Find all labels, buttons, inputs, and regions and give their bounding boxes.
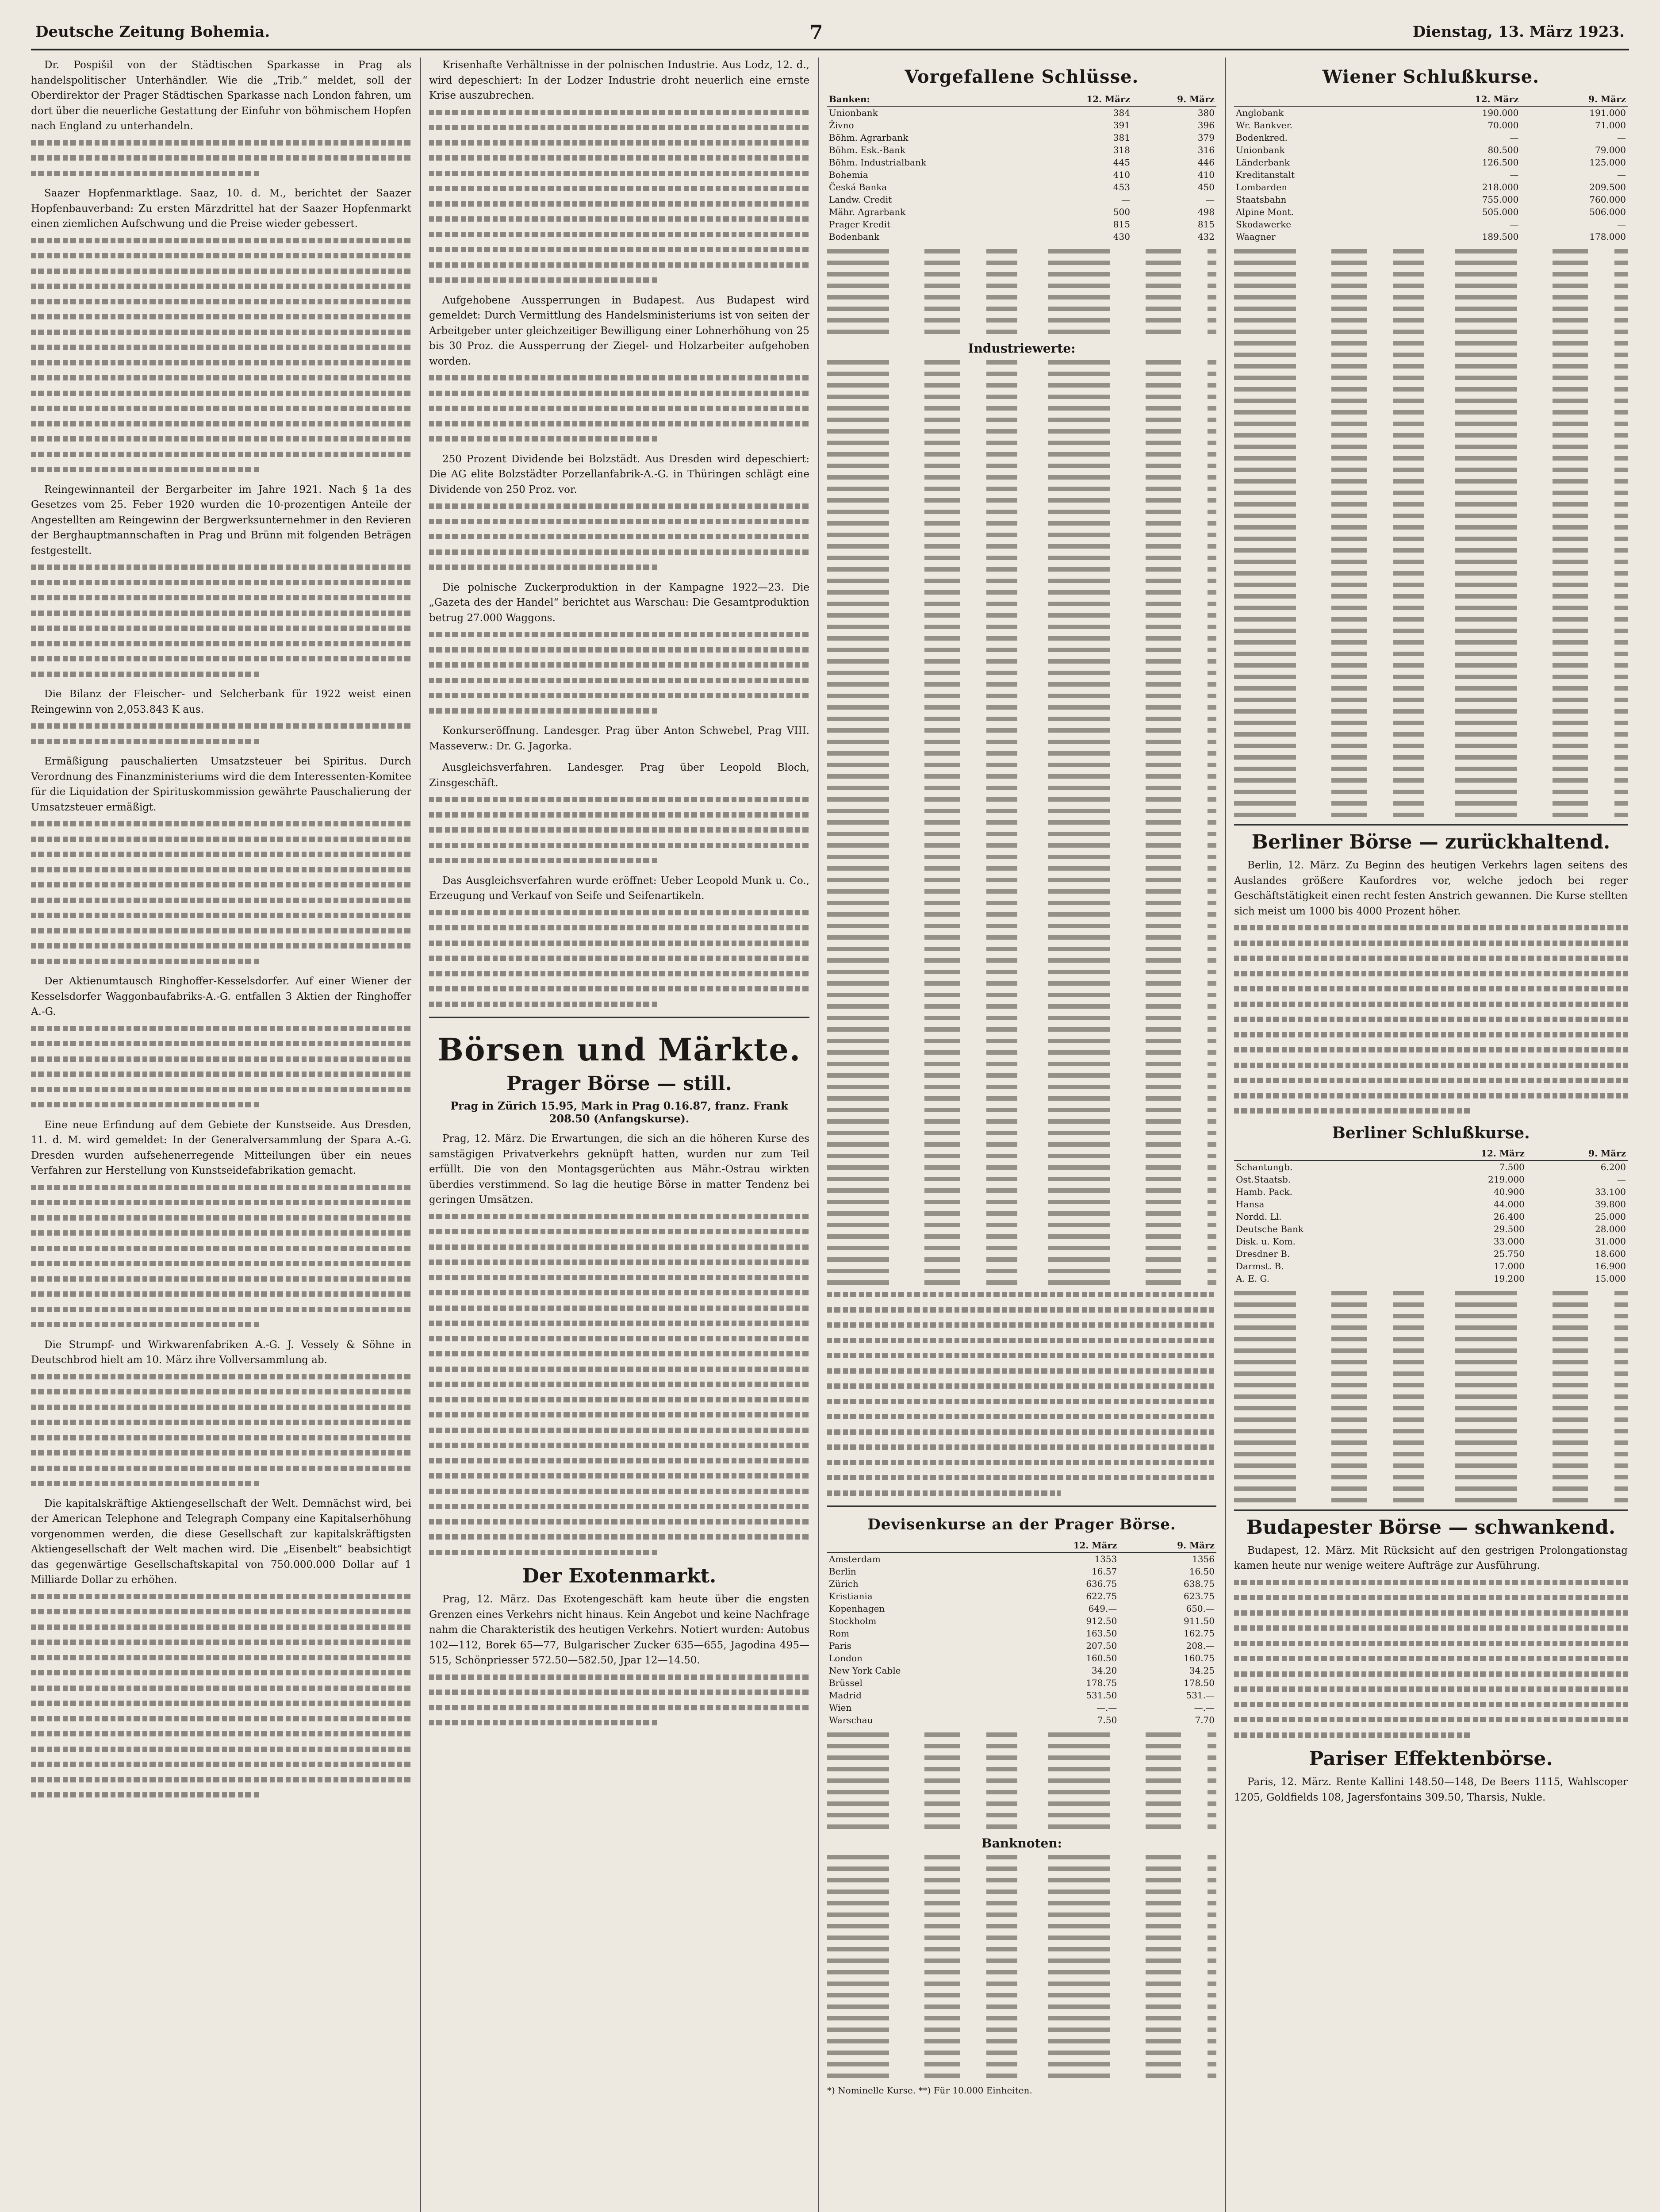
quote-row [1234, 1186, 1628, 1198]
text-block [429, 503, 809, 570]
currency-rates-table [827, 1539, 1216, 1726]
quote-row [1234, 206, 1628, 218]
quote-value: 16.50 [1189, 1566, 1215, 1577]
column-1 [31, 58, 411, 2212]
quote-value: 498 [1197, 207, 1215, 217]
prague-exchange-title: Prager Börse — still. [506, 1072, 732, 1095]
banks-quote-table [827, 92, 1216, 243]
text-block [31, 1594, 411, 1798]
paris-exchange-title: Pariser Effektenbörse. [1309, 1747, 1553, 1770]
quote-value: 755.000 [1482, 194, 1519, 205]
text-block [429, 1674, 809, 1726]
quote-row [1234, 169, 1628, 181]
quote-name: Živno [829, 120, 854, 131]
quote-name: Kreditanstalt [1236, 169, 1295, 180]
article-paragraph: Ermäßigung pauschalierten Umsatzsteuer bei Spiritus. Durch Verordnung des Finanzministeriums wird die dem Interessenten-Komitee für die Liquidation der Spirituskommission gewährte Pauschalierung der Umsatzsteuer ermäßigt. [31, 756, 411, 813]
section-divider [1234, 1509, 1628, 1511]
column-header [1234, 1147, 1410, 1160]
quote-name: Nordd. Ll. [1236, 1211, 1282, 1222]
quote-row [1234, 1198, 1628, 1210]
quote-name: Schantungb. [1236, 1161, 1293, 1172]
quote-name: Wien [829, 1702, 852, 1713]
quote-row [827, 218, 1216, 230]
column-2 [429, 58, 809, 2212]
article-paragraph: Prag, 12. März. Die Erwartungen, die sich an die höheren Kurse des samstägigen Privatverkehrs geknüpft hatten, wurden nur zum Teil erfüllt. Die von den Montagsgerüchten aus Mähr.-Ostrau wirkten überdies verstimmend. So lag die heutige Börse in matter Tendenz bei geringen Umsätzen. [429, 1133, 809, 1206]
berlin-exchange-title: Berliner Börse — zurückhaltend. [1251, 831, 1610, 853]
column-header: 12. März [1035, 92, 1132, 106]
text-block [1234, 925, 1628, 1114]
quote-value: 318 [1113, 145, 1130, 155]
quote-value: 1353 [1094, 1554, 1117, 1564]
quote-row [827, 1689, 1216, 1701]
quote-value: 191.000 [1589, 108, 1626, 118]
section-divider [429, 1017, 809, 1018]
quote-row [827, 1701, 1216, 1714]
article-paragraph: Die Strumpf- und Wirkwarenfabriken A.-G. J. Vessely & Söhne in Deutschbrod hielt am 10. März ihre Vollversammlung ab. [31, 1339, 411, 1366]
quote-value: 125.000 [1589, 157, 1626, 168]
quote-row [827, 156, 1216, 169]
quote-row [827, 1565, 1216, 1578]
article-paragraph: Krisenhafte Verhältnisse in der polnischen Industrie. Aus Lodz, 12. d., wird depeschiert: In der Lodzer Industrie droht neuerlich eine ernste Krise auszubrechen. [429, 59, 809, 101]
quote-row [1234, 144, 1628, 156]
article-paragraph: 250 Prozent Dividende bei Bolzstädt. Aus Dresden wird depeschiert: Die AG elite Bolzstädter Porzellanfabrik-A.-G. in Thüringen schlägt eine Dividende von 250 Proz. vor. [429, 453, 809, 495]
berlin-close-title: Berliner Schlußkurse. [1332, 1123, 1530, 1142]
quote-rows [827, 1855, 1216, 2078]
quote-row [827, 181, 1216, 193]
quote-row [1234, 181, 1628, 193]
text-block [1234, 1580, 1628, 1738]
paper-name: Deutsche Zeitung Bohemia. [35, 23, 270, 41]
quote-name: Stockholm [829, 1616, 877, 1626]
article-paragraph: Ausgleichsverfahren. Landesger. Prag über Leopold Bloch, Zinsgeschäft. [429, 762, 809, 789]
quote-value: 531.50 [1086, 1690, 1117, 1701]
quote-value: 40.900 [1493, 1186, 1525, 1197]
quote-value: — [1617, 1174, 1626, 1185]
quote-value: 396 [1197, 120, 1215, 131]
quote-value: 650.— [1186, 1603, 1215, 1614]
quote-name: Česká Banka [829, 182, 887, 192]
article-paragraph: Die kapitalskräftige Aktiengesellschaft der Welt. Demnächst wird, bei der American Telephone and Telegraph Company eine Kapitalserhöhung vorgenommen werden, die diese Gesellschaft zur kapitalskräftigsten Aktiengesellschaft der Welt machen wird. Die „Eisenbelt“ beabsichtigt das gegenwärtige Gesellschaftskapital von 750.000.000 Dollar auf 1 Milliarde Dollar zu erhöhen. [31, 1498, 411, 1586]
quote-name: Deutsche Bank [1236, 1223, 1303, 1234]
text-block [429, 797, 809, 863]
column-header: Banken: [827, 92, 1035, 106]
article-paragraph: Der Aktienumtausch Ringhoffer-Kesselsdorfer. Auf einer Wiener der Kesselsdorfer Waggonbaufabriks-A.-G. entfallen 3 Aktien der Ringhoffer A.-G. [31, 975, 411, 1018]
quote-value: — [1121, 194, 1130, 205]
quote-name: Kristiania [829, 1591, 873, 1601]
quote-row [1234, 156, 1628, 169]
quote-name: Skodawerke [1236, 219, 1292, 230]
quote-value: 623.75 [1184, 1591, 1215, 1601]
quote-name: Warschau [829, 1715, 873, 1725]
quote-row [827, 106, 1216, 119]
text-block [31, 565, 411, 677]
column-header [827, 1539, 1007, 1552]
text-block [429, 632, 809, 714]
quote-value: 39.800 [1595, 1198, 1626, 1210]
quote-row [827, 1652, 1216, 1664]
quote-name: Hamb. Pack. [1236, 1186, 1293, 1197]
quote-row [827, 193, 1216, 206]
quote-value: — [1617, 132, 1626, 143]
quote-name: Wr. Bankver. [1236, 120, 1293, 131]
issue-date: Dienstag, 13. März 1923. [1412, 23, 1625, 41]
quote-value: 19.200 [1493, 1273, 1525, 1284]
quote-row [827, 169, 1216, 181]
quote-value: 178.75 [1086, 1678, 1117, 1688]
quote-value: 178.50 [1184, 1678, 1215, 1688]
quote-rows [1234, 249, 1628, 817]
article-paragraph: Konkurseröffnung. Landesger. Prag über Anton Schwebel, Prag VIII. Masseverw.: Dr. G. Jagorka. [429, 725, 809, 752]
quote-rows [827, 249, 1216, 334]
quote-row [1234, 1173, 1628, 1186]
quote-value: 450 [1197, 182, 1215, 192]
quote-rows [1234, 1291, 1628, 1502]
quote-value: 25.000 [1595, 1211, 1626, 1222]
quote-row [827, 119, 1216, 131]
quote-value: 531.— [1186, 1690, 1215, 1701]
article-paragraph: Das Ausgleichsverfahren wurde eröffnet: Ueber Leopold Munk u. Co., Erzeugung und Verkauf von Seife und Seifenartikeln. [429, 875, 809, 902]
quote-value: 446 [1197, 157, 1215, 168]
quote-row [827, 1664, 1216, 1677]
exoten-market-title: Der Exotenmarkt. [522, 1565, 717, 1587]
quote-name: New York Cable [829, 1665, 901, 1676]
quote-value: 190.000 [1482, 108, 1519, 118]
article-paragraph: Aufgehobene Aussperrungen in Budapest. Aus Budapest wird gemeldet: Durch Vermittlung des Handelsministeriums ist von seiten der Arbeitgeber unter gleichzeitiger Bewilligung einer Lohnerhöhung von 25 bis 30 Proz. die Aussperrung der Ziegel- und Holzarbeiter aufgehoben worden. [429, 294, 809, 367]
quote-name: Bodenkred. [1236, 132, 1288, 143]
quote-name: A. E. G. [1236, 1273, 1270, 1284]
quote-row [1234, 1160, 1628, 1173]
quote-row [1234, 1235, 1628, 1248]
article-paragraph: Eine neue Erfindung auf dem Gebiete der Kunstseide. Aus Dresden, 11. d. M. wird gemeldet: In der Generalversammlung der Spara A.-G. Dresden wurden aufsehenerregende Mitteilungen über ein neues Verfahren zur Herstellung von Kunstseidefabrikation gemacht. [31, 1119, 411, 1176]
quote-value: 7.70 [1195, 1715, 1215, 1725]
quote-value: — [1206, 194, 1215, 205]
column-3 [827, 58, 1216, 2212]
quote-row [827, 1552, 1216, 1565]
quote-value: 163.50 [1086, 1628, 1117, 1639]
quote-value: 16.900 [1595, 1260, 1626, 1271]
quote-value: 7.500 [1499, 1161, 1525, 1172]
vienna-quote-table [1234, 92, 1628, 243]
page-header [31, 18, 1629, 50]
quote-value: 316 [1197, 145, 1215, 155]
quote-value: 15.000 [1595, 1273, 1626, 1284]
article-paragraph: Paris, 12. März. Rente Kallini 148.50—148, De Beers 1115, Wahlscoper 1205, Goldfields 108, Jagersfontains 309.50, Tharsis, Nukle. [1234, 1776, 1628, 1803]
column-header: 12. März [1410, 1147, 1526, 1160]
quote-row [1234, 218, 1628, 230]
quote-row [827, 144, 1216, 156]
quote-value: 33.000 [1493, 1236, 1525, 1247]
quote-value: 28.000 [1595, 1223, 1626, 1234]
quote-value: 17.000 [1493, 1260, 1525, 1271]
quote-name: Prager Kredit [829, 219, 891, 230]
quote-row [827, 1627, 1216, 1640]
quote-value: 391 [1113, 120, 1130, 131]
quote-name: Anglobank [1236, 108, 1284, 118]
quote-value: 71.000 [1595, 120, 1626, 131]
quote-value: 432 [1197, 231, 1215, 242]
quote-value: 26.400 [1493, 1211, 1525, 1222]
quote-name: Landw. Credit [829, 194, 892, 205]
vienna-close-title: Wiener Schlußkurse. [1322, 66, 1540, 87]
article-paragraph: Prag, 12. März. Das Exotengeschäft kam heute über die engsten Grenzen eines Verkehrs nicht hinaus. Kein Angebot und keine Nachfrage nahm die Charakteristik des heutigen Verkehrs. Notiert wurden: Autobus 102—112, Borek 65—77, Bulgarischer Zucker 635—655, Jagodina 495—515, Schönpriesser 572.50—582.50, Jpar 12—14.50. [429, 1594, 809, 1666]
quote-row [827, 230, 1216, 243]
quote-row [827, 1590, 1216, 1602]
quote-value: 381 [1113, 132, 1130, 143]
article-paragraph: Berlin, 12. März. Zu Beginn des heutigen Verkehrs lagen seitens des Auslandes größere Kaufordres vor, welche jedoch bei reger Geschäftstätigkeit einen recht festen Anstrich gewannen. Die Kurse stellten sich meist um 1000 bis 4000 Prozent höher. [1234, 860, 1628, 917]
quote-name: Böhm. Industrialbank [829, 157, 927, 168]
quote-row [1234, 119, 1628, 131]
quote-value: 218.000 [1482, 182, 1519, 192]
text-block [429, 110, 809, 283]
quote-row [827, 206, 1216, 218]
quote-value: 219.000 [1488, 1174, 1525, 1185]
article-paragraph: Saazer Hopfenmarktlage. Saaz, 10. d. M., berichtet der Saazer Hopfenbauverband: Zu ersten Märzdrittel hat der Saazer Hopfenmarkt einen ziemlichen Aufschwung und die Preise wieder gebessert. [31, 188, 411, 230]
text-block [31, 140, 411, 176]
berlin-quote-table [1234, 1147, 1628, 1285]
quote-value: 18.600 [1595, 1248, 1626, 1259]
text-block [31, 1374, 411, 1486]
quote-value: 912.50 [1086, 1616, 1117, 1626]
banknotes-title: Banknoten: [981, 1836, 1062, 1851]
quote-row [827, 1714, 1216, 1726]
quote-value: 207.50 [1086, 1640, 1117, 1651]
text-block [31, 1026, 411, 1108]
quote-name: Mähr. Agrarbank [829, 207, 906, 217]
column-header: 12. März [1007, 1539, 1119, 1552]
text-block [827, 1292, 1216, 1496]
budapest-exchange-title: Budapester Börse — schwankend. [1246, 1516, 1616, 1539]
text-block [429, 375, 809, 442]
quote-value: 410 [1113, 169, 1130, 180]
quote-row [1234, 1248, 1628, 1260]
quote-value: 34.20 [1092, 1665, 1117, 1676]
quote-row [1234, 1210, 1628, 1223]
quote-name: Kopenhagen [829, 1603, 885, 1614]
quote-name: Brüssel [829, 1678, 863, 1688]
column-header: 12. März [1397, 92, 1521, 106]
text-block [31, 1185, 411, 1328]
quote-name: Alpine Mont. [1236, 207, 1294, 217]
footnote: *) Nominelle Kurse. **) Für 10.000 Einheiten. [827, 2085, 1032, 2096]
quote-value: 500 [1113, 207, 1130, 217]
quote-value: — [1510, 132, 1519, 143]
quote-row [1234, 230, 1628, 243]
quote-name: Bodenbank [829, 231, 879, 242]
text-block [429, 910, 809, 1007]
quote-name: Dresdner B. [1236, 1248, 1290, 1259]
column-header [1234, 92, 1397, 106]
quote-name: Disk. u. Kom. [1236, 1236, 1296, 1247]
quote-value: 208.— [1186, 1640, 1215, 1651]
quote-rows [827, 1732, 1216, 1829]
quote-value: 911.50 [1184, 1616, 1215, 1626]
quote-value: 815 [1113, 219, 1130, 230]
quote-value: 622.75 [1086, 1591, 1117, 1601]
quote-name: Böhm. Agrarbank [829, 132, 909, 143]
quote-rows [827, 360, 1216, 1285]
quote-value: 80.500 [1487, 145, 1519, 155]
quote-name: Ost.Staatsb. [1236, 1174, 1291, 1185]
quote-name: Berlin [829, 1566, 856, 1577]
quote-value: 160.50 [1086, 1653, 1117, 1663]
quote-value: — [1617, 169, 1626, 180]
quote-value: 410 [1197, 169, 1215, 180]
column-rule [818, 58, 819, 2212]
quote-value: 649.— [1088, 1603, 1117, 1614]
quote-row [827, 1677, 1216, 1689]
quote-row [827, 1578, 1216, 1590]
quote-row [827, 1615, 1216, 1627]
quote-value: 16.57 [1092, 1566, 1117, 1577]
quote-value: 380 [1197, 108, 1215, 118]
quote-value: 162.75 [1184, 1628, 1215, 1639]
quote-name: Darmst. B. [1236, 1260, 1284, 1271]
quote-name: Amsterdam [829, 1554, 881, 1564]
quote-value: 506.000 [1589, 207, 1626, 217]
quote-value: 209.500 [1589, 182, 1626, 192]
quote-row [1234, 1223, 1628, 1235]
text-block [31, 238, 411, 472]
quote-name: Waagner [1236, 231, 1276, 242]
quote-name: Länderbank [1236, 157, 1290, 168]
quote-value: 79.000 [1595, 145, 1626, 155]
quote-value: 189.500 [1482, 231, 1519, 242]
quote-value: 7.50 [1097, 1715, 1117, 1725]
quote-value: 33.100 [1595, 1186, 1626, 1197]
quote-value: 31.000 [1595, 1236, 1626, 1247]
currency-rates-title: Devisenkurse an der Prager Börse. [867, 1516, 1176, 1533]
quote-value: —.— [1194, 1702, 1215, 1713]
article-paragraph: Die polnische Zuckerproduktion in der Kampagne 1922—23. Die „Gazeta des der Handel“ berichtet aus Warschau: Die Gesamtproduktion betrug 27.000 Waggons. [429, 581, 809, 624]
section-title-markets: Börsen und Märkte. [437, 1031, 801, 1068]
article-paragraph: Budapest, 12. März. Mit Rücksicht auf den gestrigen Prolongationstag kamen heute nur wenige weitere Aufträge zur Ausführung. [1234, 1544, 1628, 1571]
quote-value: —.— [1096, 1702, 1117, 1713]
column-rule [420, 58, 421, 2212]
quote-name: Unionbank [829, 108, 878, 118]
quote-name: Staatsbahn [1236, 194, 1287, 205]
quote-value: 384 [1113, 108, 1130, 118]
column-header: 9. März [1119, 1539, 1216, 1552]
column-header: 9. März [1132, 92, 1216, 106]
quote-value: 430 [1113, 231, 1130, 242]
column-rule [1225, 58, 1226, 2212]
quote-value: 160.75 [1184, 1653, 1215, 1663]
quote-value: 29.500 [1493, 1223, 1525, 1234]
quote-name: Bohemia [829, 169, 868, 180]
quote-row [1234, 193, 1628, 206]
quote-row [827, 1602, 1216, 1615]
quote-value: 1356 [1192, 1554, 1215, 1564]
trades-title: Vorgefallene Schlüsse. [905, 66, 1139, 87]
article-paragraph: Reingewinnanteil der Bergarbeiter im Jahre 1921. Nach § 1a des Gesetzes vom 25. Feber 1920 wurden die 10-prozentigen Anteile der Angestellten am Reingewinn der Bergwerksunternehmer in den Revieren der Berghauptmannschaften in Prag und Brünn mit folgenden Beträgen festgestellt. [31, 484, 411, 557]
quote-value: — [1617, 219, 1626, 230]
quote-value: 505.000 [1482, 207, 1519, 217]
column-header: 9. März [1526, 1147, 1628, 1160]
quote-name: Unionbank [1236, 145, 1285, 155]
article-paragraph: Die Bilanz der Fleischer- und Selcherbank für 1922 weist einen Reingewinn von 2,053.843 K aus. [31, 688, 411, 715]
text-block [31, 821, 411, 964]
quote-value: 445 [1113, 157, 1130, 168]
quote-value: 379 [1197, 132, 1215, 143]
quote-name: Böhm. Esk.-Bank [829, 145, 906, 155]
quote-value: 126.500 [1482, 157, 1519, 168]
quote-row [827, 1640, 1216, 1652]
page-number: 7 [809, 21, 823, 44]
quote-name: Rom [829, 1628, 850, 1639]
quote-value: 815 [1197, 219, 1215, 230]
column-header: 9. März [1520, 92, 1628, 106]
article-paragraph: Dr. Pospišil von der Städtischen Sparkasse in Prag als handelspolitischer Unterhändler. Wie die „Trib.“ meldet, soll der Oberdirektor der Prager Städtischen Sparkasse nach London fahren, um dort über die neuerliche Gestattung der Einfuhr von böhmischem Hopfen nach England zu unterhandeln. [31, 59, 411, 132]
column-4 [1234, 58, 1628, 2212]
quote-row [1234, 1260, 1628, 1272]
quote-value: 34.25 [1189, 1665, 1215, 1676]
section-divider [1234, 824, 1628, 826]
quote-value: 44.000 [1493, 1198, 1525, 1210]
quote-value: — [1510, 169, 1519, 180]
newspaper-page [31, 18, 1629, 2212]
quote-row [1234, 106, 1628, 119]
quote-row [1234, 1272, 1628, 1285]
quote-name: Lombarden [1236, 182, 1288, 192]
quote-value: 70.000 [1487, 120, 1519, 131]
quote-name: Paris [829, 1640, 851, 1651]
quote-value: — [1510, 219, 1519, 230]
industrial-values-title: Industriewerte: [968, 341, 1076, 356]
quote-value: 453 [1113, 182, 1130, 192]
quote-name: Madrid [829, 1690, 862, 1701]
prague-exchange-dateline: Prag in Zürich 15.95, Mark in Prag 0.16.87, franz. Frank 208.50 (Anfangskurse). [450, 1099, 788, 1125]
quote-value: 638.75 [1184, 1578, 1215, 1589]
section-divider [827, 1505, 1216, 1507]
quote-value: 760.000 [1589, 194, 1626, 205]
quote-name: London [829, 1653, 863, 1663]
quote-name: Hansa [1236, 1198, 1265, 1210]
quote-row [1234, 131, 1628, 144]
quote-value: 25.750 [1493, 1248, 1525, 1259]
quote-name: Zürich [829, 1578, 859, 1589]
quote-value: 6.200 [1600, 1161, 1626, 1172]
quote-value: 178.000 [1589, 231, 1626, 242]
text-block [31, 723, 411, 744]
quote-value: 636.75 [1086, 1578, 1117, 1589]
text-block [429, 1214, 809, 1555]
quote-row [827, 131, 1216, 144]
